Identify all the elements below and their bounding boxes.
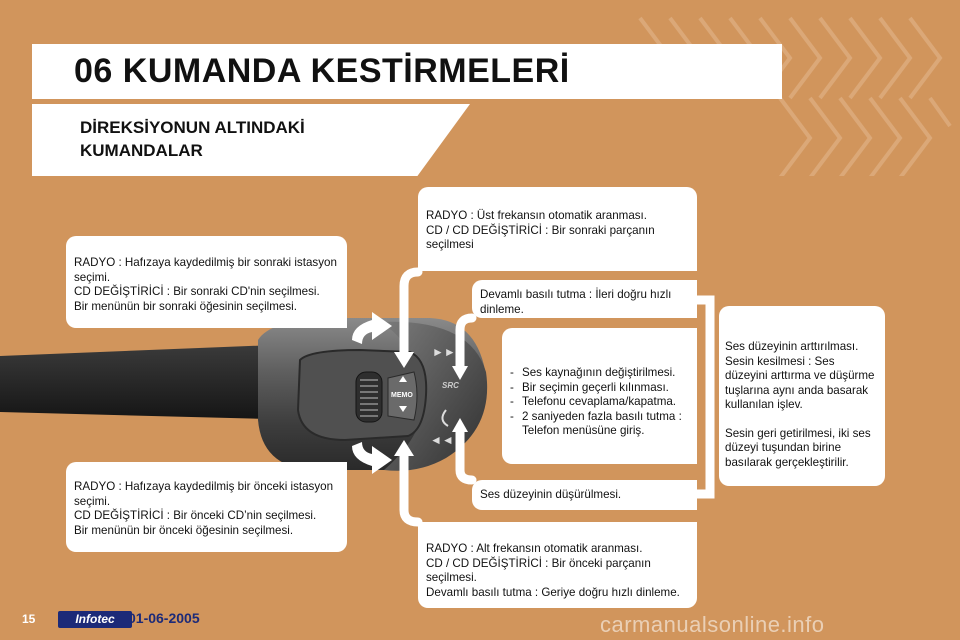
footer-date: 01-06-2005 (128, 610, 200, 626)
info-text: Ses düzeyinin arttırılması. Sesin kesilmesi : Ses düzeyini arttırma ve düşürme tuşlarına aynı anda basarak kullanılan işlev. (725, 340, 875, 411)
info-box-fast-forward (472, 280, 697, 318)
info-text: CD DEĞİŞTİRİCİ : Bir önceki CD’nin seçilmesi. (74, 509, 317, 522)
subtitle-line-2: KUMANDALAR (80, 141, 203, 160)
info-text: Ses düzeyinin düşürülmesi. (480, 488, 622, 501)
connector-right (697, 300, 710, 494)
info-box-previous-station (66, 462, 347, 552)
source-button-list (508, 366, 691, 439)
info-box-volume-down (472, 480, 697, 510)
page-title: 06 KUMANDA KESTİRMELERİ (74, 52, 570, 90)
info-box-seek-down (418, 522, 697, 608)
watermark: carmanualsonline.info (600, 612, 825, 637)
info-text: RADYO : Hafızaya kaydedilmiş bir sonraki istasyon seçimi. (74, 256, 337, 284)
info-text: RADYO : Üst frekansın otomatik aranması. (426, 209, 648, 222)
list-item: - Ses kaynağının değiştirilmesi. (508, 366, 691, 381)
info-text: Devamlı basılı tutma : Geriye doğru hızlı dinleme. (426, 585, 680, 599)
info-text: CD / CD DEĞİŞTİRİCİ : Bir sonraki parçanın seçilmesi (426, 223, 655, 251)
src-label: SRC (442, 381, 459, 390)
info-text: CD DEĞİŞTİRİCİ : Bir sonraki CD'nin seçilmesi. (74, 285, 320, 298)
info-text: Devamlı basılı tutma : İleri doğru hızlı dinleme. (480, 288, 672, 316)
info-text: RADYO : Alt frekansın otomatik aranması. (426, 542, 643, 555)
rewind-icon: ◄◄ (430, 433, 454, 447)
list-item: - Telefonu cevaplama/kapatma. (508, 395, 691, 410)
memo-label: MEMO (391, 392, 413, 399)
info-box-seek-up (418, 187, 697, 271)
list-item: - Bir seçimin geçerli kılınması. (508, 381, 691, 396)
fast-forward-icon: ►► (432, 345, 456, 359)
info-box-next-station (66, 236, 347, 328)
info-box-volume-up (719, 306, 885, 486)
subtitle-line-1: DİREKSİYONUN ALTINDAKİ (80, 118, 305, 137)
list-item: - 2 saniyeden fazla basılı tutma : Telefon menüsüne giriş. (508, 410, 691, 439)
infotec-logo: Infotec (58, 611, 132, 628)
page-number: 15 (22, 612, 36, 626)
info-text: CD / CD DEĞİŞTİRİCİ : Bir önceki parçanın seçilmesi. (426, 556, 651, 584)
info-text: Bir menünün bir sonraki öğesinin seçilmesi. (74, 299, 297, 313)
info-box-source-button (502, 328, 697, 464)
info-text: Sesin geri getirilmesi, iki ses düzeyi tuşundan birine basılarak gerçekleştirilir. (725, 426, 871, 469)
info-text: Bir menünün bir önceki öğesinin seçilmesi. (74, 523, 294, 537)
info-text: RADYO : Hafızaya kaydedilmiş bir önceki istasyon seçimi. (74, 480, 334, 508)
